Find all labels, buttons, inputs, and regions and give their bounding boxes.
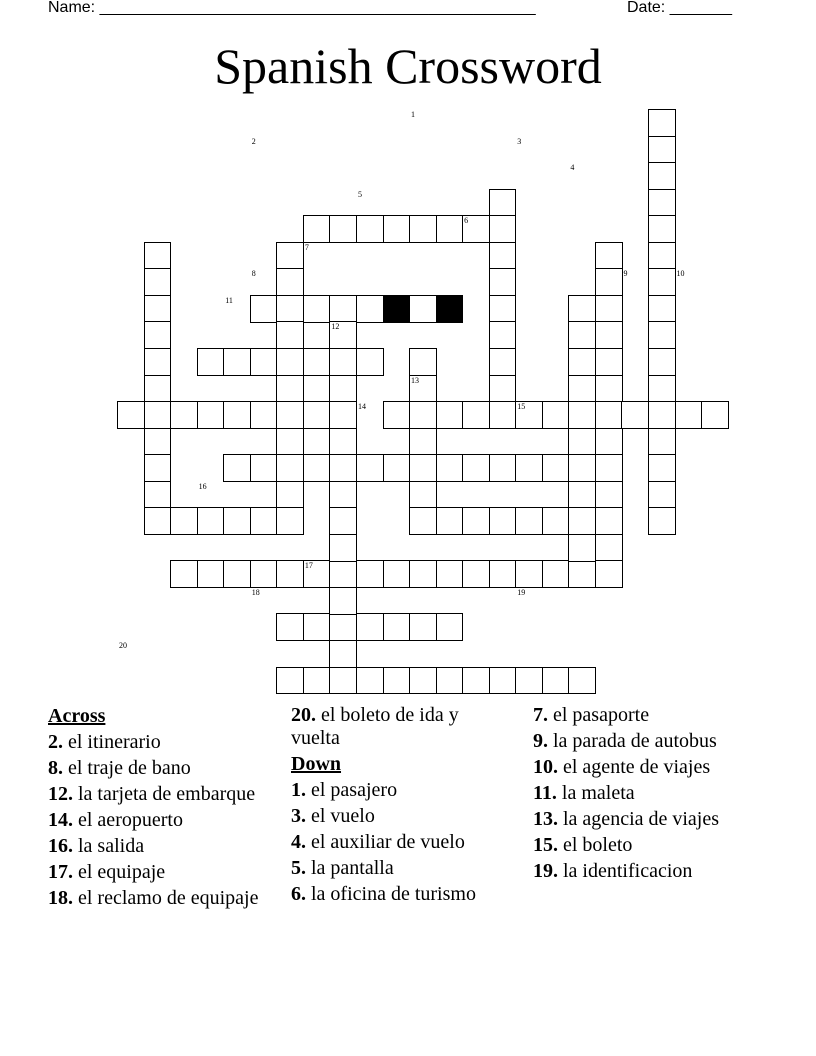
grid-cell[interactable] [303, 401, 331, 429]
grid-cell[interactable] [595, 481, 623, 509]
clue-down-15: 15. el boleto [533, 834, 633, 856]
grid-cell[interactable] [383, 401, 411, 429]
grid-cell[interactable] [329, 348, 357, 376]
grid-cell[interactable] [621, 401, 649, 429]
grid-cell[interactable] [489, 321, 517, 349]
grid-cell[interactable] [648, 454, 676, 482]
grid-cell[interactable] [648, 428, 676, 456]
grid-cell[interactable] [595, 348, 623, 376]
grid-cell[interactable] [515, 507, 543, 535]
grid-cell[interactable] [568, 534, 596, 562]
clue-down-10: 10. el agente de viajes [533, 756, 711, 778]
grid-cell[interactable] [595, 321, 623, 349]
grid-cell[interactable] [144, 268, 172, 296]
clue-column-3 [533, 704, 773, 886]
grid-cell[interactable] [648, 295, 676, 323]
grid-cell[interactable] [489, 268, 517, 296]
grid-cell[interactable] [144, 321, 172, 349]
grid-cell[interactable] [595, 268, 623, 296]
grid-cell[interactable] [170, 401, 198, 429]
grid-cell[interactable] [648, 268, 676, 296]
clue-number-13: 13 [411, 375, 420, 385]
grid-cell[interactable] [489, 375, 517, 403]
grid-cell[interactable] [144, 454, 172, 482]
grid-cell[interactable] [568, 321, 596, 349]
grid-cell[interactable] [144, 481, 172, 509]
grid-cell[interactable] [303, 295, 331, 323]
across-heading: Across [48, 705, 106, 727]
grid-cell[interactable] [648, 242, 676, 270]
grid-cell[interactable] [329, 295, 357, 323]
grid-cell[interactable] [648, 321, 676, 349]
grid-cell[interactable] [648, 481, 676, 509]
clue-column-2 [291, 704, 501, 909]
grid-cell[interactable] [329, 507, 357, 535]
grid-cell[interactable] [595, 428, 623, 456]
clue-number-17: 17 [304, 561, 313, 571]
grid-cell[interactable] [144, 375, 172, 403]
clue-number-14: 14 [357, 402, 366, 412]
clue-number-11: 11 [225, 295, 233, 305]
clue-down-19: 19. la identificacion [533, 860, 693, 882]
grid-cell[interactable] [197, 560, 225, 588]
grid-cell[interactable] [409, 454, 437, 482]
clue-down-7: 7. el pasaporte [533, 704, 650, 726]
grid-cell[interactable] [170, 560, 198, 588]
grid-cell[interactable] [276, 375, 304, 403]
grid-cell[interactable] [595, 560, 623, 588]
grid-cell[interactable] [568, 295, 596, 323]
grid-cell[interactable] [276, 560, 304, 588]
grid-cell[interactable] [489, 348, 517, 376]
grid-cell[interactable] [489, 215, 517, 243]
date-line[interactable]: _______ [669, 0, 732, 16]
grid-cell[interactable] [383, 215, 411, 243]
grid-cell[interactable] [436, 401, 464, 429]
grid-cell[interactable] [197, 401, 225, 429]
grid-cell[interactable] [409, 295, 437, 323]
grid-cell[interactable] [329, 587, 357, 615]
clue-number-18: 18 [251, 587, 260, 597]
grid-cell[interactable] [595, 534, 623, 562]
clue-number-20: 20 [119, 641, 127, 650]
name-line[interactable]: _________________________________________________ [99, 0, 536, 16]
clue-number-12: 12 [331, 322, 340, 332]
grid-cell[interactable] [595, 295, 623, 323]
clue-number-1: 1 [411, 110, 416, 119]
clue-number-10: 10 [676, 269, 685, 279]
grid-cell[interactable] [303, 667, 331, 695]
grid-cell[interactable] [276, 401, 304, 429]
grid-cell[interactable] [329, 667, 357, 695]
clue-down-3: 3. el vuelo [291, 805, 375, 827]
clue-number-5: 5 [357, 189, 362, 199]
grid-cell[interactable] [489, 667, 517, 695]
grid-cell[interactable] [489, 401, 517, 429]
grid-cell[interactable] [462, 401, 490, 429]
grid-cell[interactable] [356, 215, 384, 243]
grid-cell[interactable] [409, 507, 437, 535]
grid-cell[interactable] [595, 454, 623, 482]
grid-cell[interactable] [436, 215, 464, 243]
grid-cell[interactable] [595, 242, 623, 270]
grid-cell[interactable] [648, 215, 676, 243]
grid-cell[interactable] [436, 560, 464, 588]
grid-cell[interactable] [489, 295, 517, 323]
grid-cell[interactable] [276, 242, 304, 270]
grid-cell[interactable] [436, 667, 464, 695]
clue-number-15: 15 [517, 402, 526, 412]
clue-down-5: 5. la pantalla [291, 857, 394, 879]
clue-down-4: 4. el auxiliar de vuelo [291, 831, 465, 853]
grid-cell[interactable] [489, 242, 517, 270]
grid-cell[interactable] [144, 295, 172, 323]
grid-cell[interactable] [356, 454, 384, 482]
clue-across-2: 2. el itinerario [48, 731, 161, 753]
grid-cell[interactable] [117, 401, 145, 429]
grid-cell[interactable] [701, 401, 729, 429]
grid-cell[interactable] [648, 507, 676, 535]
grid-cell[interactable] [568, 401, 596, 429]
grid-cell[interactable] [250, 507, 278, 535]
clue-down-13: 13. la agencia de viajes [533, 808, 720, 830]
grid-cell[interactable] [568, 375, 596, 403]
grid-cell[interactable] [356, 295, 384, 323]
grid-cell[interactable] [356, 613, 384, 641]
grid-cell[interactable] [409, 667, 437, 695]
clue-number-7: 7 [304, 242, 309, 252]
grid-cell[interactable] [675, 401, 703, 429]
grid-cell[interactable] [462, 454, 490, 482]
grid-cell[interactable] [383, 613, 411, 641]
grid-cell[interactable] [436, 454, 464, 482]
clue-across-17: 17. el equipaje [48, 861, 166, 883]
grid-cell[interactable] [144, 428, 172, 456]
clue-across-20: 20. el boleto de ida y vuelta [291, 704, 459, 749]
grid-cell[interactable] [462, 667, 490, 695]
grid-cell[interactable] [223, 454, 251, 482]
grid-cell[interactable] [568, 428, 596, 456]
clue-down-11: 11. la maleta [533, 782, 635, 804]
grid-cell[interactable] [144, 507, 172, 535]
clue-down-1: 1. el pasajero [291, 779, 398, 801]
clue-column-1 [48, 704, 288, 913]
grid-cell[interactable] [409, 401, 437, 429]
grid-cell[interactable] [409, 613, 437, 641]
clue-number-3: 3 [517, 136, 522, 146]
grid-cell[interactable] [462, 560, 490, 588]
clue-across-12: 12. la tarjeta de embarque [48, 783, 256, 805]
grid-cell[interactable] [329, 454, 357, 482]
grid-cell[interactable] [542, 507, 570, 535]
page-title: Spanish Crossword [214, 38, 602, 94]
grid-cell[interactable] [329, 560, 357, 588]
down-heading: Down [291, 753, 342, 775]
grid-cell[interactable] [436, 613, 464, 641]
grid-cell[interactable] [648, 348, 676, 376]
grid-cell[interactable] [568, 560, 596, 588]
clue-number-19: 19 [517, 587, 526, 597]
clue-across-8: 8. el traje de bano [48, 757, 191, 779]
grid-cell[interactable] [250, 560, 278, 588]
grid-cell[interactable] [356, 560, 384, 588]
grid-cell[interactable] [276, 268, 304, 296]
grid-cell[interactable] [356, 667, 384, 695]
grid-cell[interactable] [329, 375, 357, 403]
grid-cell[interactable] [489, 189, 517, 217]
grid-cell[interactable] [250, 348, 278, 376]
grid-cell[interactable] [329, 481, 357, 509]
black-cell [383, 295, 411, 323]
clue-number-2: 2 [251, 136, 256, 146]
grid-cell[interactable] [648, 401, 676, 429]
grid-cell[interactable] [515, 454, 543, 482]
grid-cell[interactable] [250, 454, 278, 482]
grid-cell[interactable] [383, 454, 411, 482]
clue-across-16: 16. la salida [48, 835, 145, 857]
grid-cell[interactable] [648, 189, 676, 217]
grid-cell[interactable] [276, 321, 304, 349]
grid-cell[interactable] [542, 560, 570, 588]
grid-cell[interactable] [303, 454, 331, 482]
grid-cell[interactable] [409, 215, 437, 243]
black-cell [436, 295, 464, 323]
grid-cell[interactable] [568, 348, 596, 376]
grid-cell[interactable] [409, 481, 437, 509]
grid-cell[interactable] [568, 507, 596, 535]
grid-cell[interactable] [197, 507, 225, 535]
grid-cell[interactable] [568, 481, 596, 509]
grid-cell[interactable] [329, 613, 357, 641]
grid-cell[interactable] [250, 295, 278, 323]
clue-down-9: 9. la parada de autobus [533, 730, 717, 752]
grid-cell[interactable] [303, 215, 331, 243]
grid-cell[interactable] [542, 454, 570, 482]
grid-cell[interactable] [595, 507, 623, 535]
grid-cell[interactable] [276, 348, 304, 376]
grid-cell[interactable] [383, 667, 411, 695]
clue-number-8: 8 [251, 269, 256, 279]
grid-cell[interactable] [329, 534, 357, 562]
grid-cell[interactable] [648, 375, 676, 403]
date-label: Date: [627, 0, 670, 16]
grid-cell[interactable] [276, 507, 304, 535]
grid-cell[interactable] [329, 428, 357, 456]
grid-cell[interactable] [542, 401, 570, 429]
grid-cell[interactable] [595, 401, 623, 429]
grid-cell[interactable] [489, 560, 517, 588]
grid-cell[interactable] [329, 640, 357, 668]
grid-cell[interactable] [515, 667, 543, 695]
grid-cell[interactable] [462, 507, 490, 535]
grid-cell[interactable] [595, 375, 623, 403]
clue-number-16: 16 [198, 481, 207, 491]
grid-cell[interactable] [648, 109, 676, 137]
grid-cell[interactable] [276, 295, 304, 323]
grid-cell[interactable] [542, 667, 570, 695]
grid-cell[interactable] [409, 348, 437, 376]
name-label: Name: [48, 0, 100, 16]
grid-cell[interactable] [223, 348, 251, 376]
clue-across-18: 18. el reclamo de equipaje [48, 887, 259, 909]
grid-cell[interactable] [383, 560, 411, 588]
grid-cell[interactable] [250, 401, 278, 429]
grid-cell[interactable] [648, 136, 676, 164]
grid-cell[interactable] [223, 507, 251, 535]
grid-cell[interactable] [276, 613, 304, 641]
grid-cell[interactable] [303, 613, 331, 641]
grid-cell[interactable] [568, 454, 596, 482]
grid-cell[interactable] [144, 242, 172, 270]
clue-number-9: 9 [623, 269, 628, 279]
grid-cell[interactable] [489, 507, 517, 535]
grid-cell[interactable] [276, 667, 304, 695]
grid-cell[interactable] [144, 348, 172, 376]
grid-cell[interactable] [515, 560, 543, 588]
grid-cell[interactable] [223, 401, 251, 429]
grid-cell[interactable] [409, 428, 437, 456]
clue-number-4: 4 [570, 163, 575, 173]
clue-number-6: 6 [464, 216, 469, 226]
grid-cell[interactable] [276, 481, 304, 509]
clue-down-6: 6. la oficina de turismo [291, 883, 476, 905]
grid-cell[interactable] [170, 507, 198, 535]
grid-cell[interactable] [276, 454, 304, 482]
grid-cell[interactable] [648, 162, 676, 190]
clue-across-14: 14. el aeropuerto [48, 809, 183, 831]
grid-cell[interactable] [356, 348, 384, 376]
grid-cell[interactable] [436, 507, 464, 535]
grid-cell[interactable] [329, 401, 357, 429]
grid-cell[interactable] [489, 454, 517, 482]
grid-cell[interactable] [144, 401, 172, 429]
grid-cell[interactable] [303, 348, 331, 376]
grid-cell[interactable] [223, 560, 251, 588]
grid-cell[interactable] [197, 348, 225, 376]
grid-cell[interactable] [409, 560, 437, 588]
grid-cell[interactable] [329, 215, 357, 243]
grid-cell[interactable] [568, 667, 596, 695]
grid-cell[interactable] [276, 428, 304, 456]
